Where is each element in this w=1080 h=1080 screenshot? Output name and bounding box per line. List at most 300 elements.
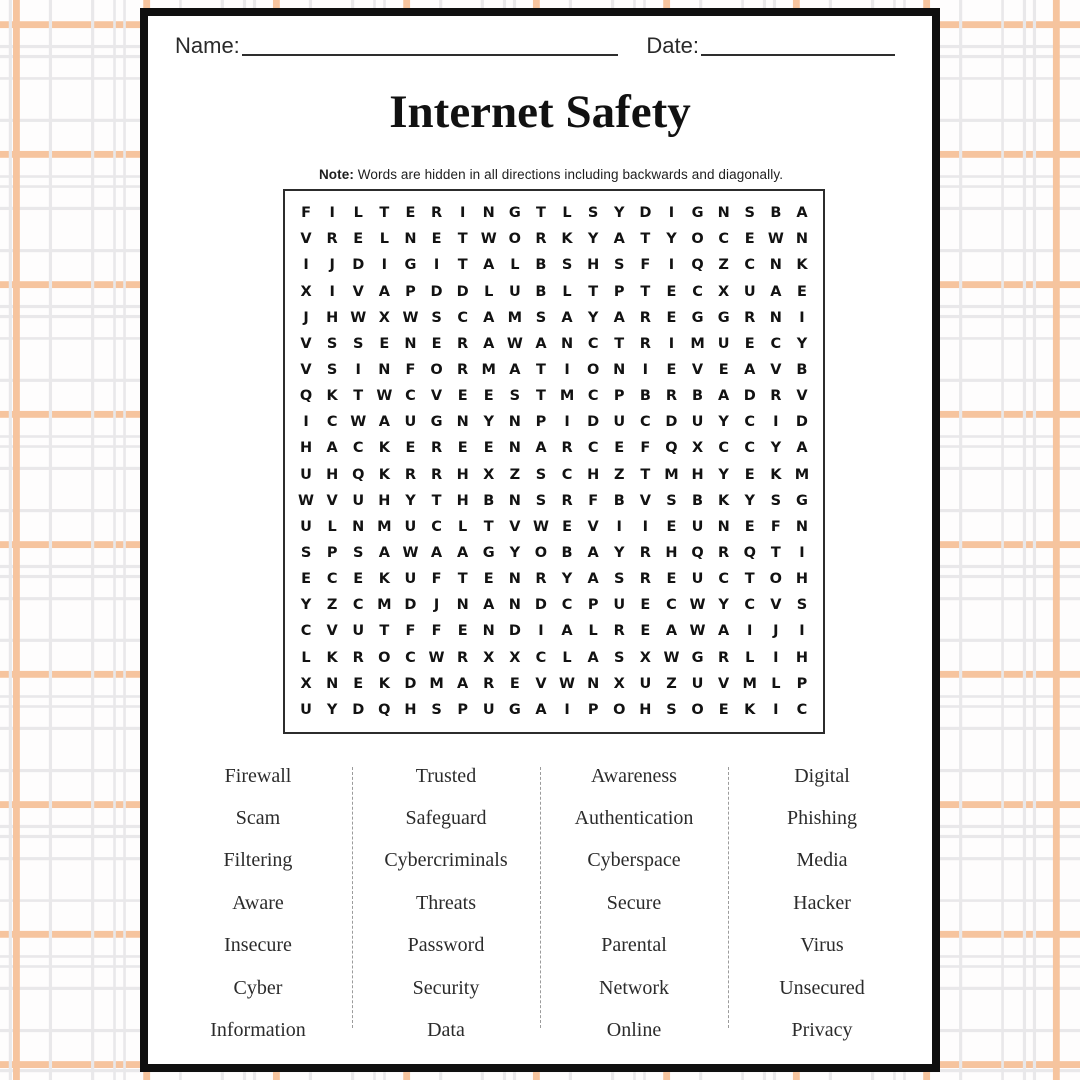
grid-letter: A [483,257,495,274]
grid-letter: Y [744,492,755,509]
grid-letter: O [769,571,782,588]
grid-letter: I [668,257,675,274]
grid-letter: T [770,545,781,562]
grid-letter: T [588,283,599,300]
grid-letter: X [613,675,625,692]
grid-letter: J [433,597,440,614]
grid-letter: N [795,518,809,535]
grid-letter: T [483,518,494,535]
grid-letter: A [378,283,390,300]
grid-letter: H [795,649,809,666]
grid-letter: X [718,283,730,300]
grid-letter: Y [718,466,729,483]
grid-letter: H [456,466,469,483]
grid-letter: J [329,257,335,274]
grid-letter: M [559,388,575,405]
grid-letter: R [430,205,443,222]
word-item: Secure [606,891,662,914]
grid-letter: W [298,492,315,509]
grid-letter: E [666,309,677,326]
grid-letter: A [770,283,782,300]
grid-letter: U [404,414,417,431]
grid-letter: G [508,205,521,222]
grid-letter: A [326,440,338,457]
grid-letter: K [718,492,730,509]
grid-letter: L [458,518,468,535]
grid-letter: M [794,466,810,483]
grid-letter: D [587,414,600,431]
grid-letter: Z [509,466,521,483]
grid-letter: G [430,414,443,431]
word-item: Authentication [574,807,694,830]
date-blank-field[interactable] [701,32,895,56]
grid-letter: I [799,623,805,640]
word-item: Parental [601,934,667,957]
word-item: Cyber [233,976,283,999]
grid-letter: K [378,466,390,483]
grid-letter: C [587,440,599,457]
grid-letter: R [430,440,443,457]
grid-letter: U [300,701,312,718]
header-row [175,32,895,59]
grid-letter: E [353,231,364,248]
grid-letter: O [378,649,391,666]
grid-letter: S [614,649,625,666]
grid-letter: A [378,545,390,562]
grid-letter: G [482,545,495,562]
grid-letter: I [564,361,570,378]
grid-letter: U [717,335,730,352]
grid-letter: B [613,492,625,509]
grid-letter: T [379,623,390,640]
grid-letter: Y [666,231,677,248]
grid-letter: Y [587,309,599,326]
word-item: Cybercriminals [384,849,508,872]
grid-letter: Y [770,440,782,457]
grid-letter: T [457,231,468,248]
grid-letter: N [508,597,521,614]
grid-letter: C [666,597,677,614]
grid-letter: H [665,545,678,562]
grid-letter: Y [796,335,808,352]
grid-letter: E [666,518,677,535]
grid-letter: P [613,388,625,405]
grid-letter: G [691,205,704,222]
grid-letter: W [506,335,523,352]
grid-letter: R [457,361,469,378]
grid-letter: X [378,309,390,326]
grid-letter: Y [587,231,599,248]
word-list-column [352,755,540,1052]
grid-letter: K [744,701,756,718]
grid-letter: X [639,649,651,666]
grid-letter: S [666,492,677,509]
grid-letter: D [795,414,808,431]
grid-letter: U [613,597,626,614]
grid-letter: H [404,701,417,718]
grid-letter: S [744,205,755,222]
grid-letter: O [691,231,704,248]
grid-letter: A [613,309,625,326]
word-item: Filtering [223,849,293,872]
grid-letter: W [350,309,367,326]
grid-letter: N [482,623,495,640]
grid-letter: V [718,675,730,692]
name-blank-field[interactable] [242,32,619,56]
grid-letter: S [300,545,312,562]
grid-letter: D [639,205,652,222]
grid-letter: U [404,518,417,535]
word-item: Media [796,849,848,872]
grid-letter: W [350,414,367,431]
grid-letter: U [691,518,704,535]
grid-letter: D [456,283,469,300]
grid-letter: U [404,571,417,588]
grid-letter: S [353,545,364,562]
note-text [148,167,932,182]
grid-letter: L [327,518,337,535]
grid-letter: L [484,283,494,300]
grid-letter: Y [718,597,729,614]
grid-letter: E [483,388,494,405]
grid-letter: G [717,309,730,326]
grid-letter: I [459,205,466,222]
grid-letter: A [665,623,678,640]
grid-letter: E [666,283,677,300]
grid-letter: M [481,361,496,378]
grid-letter: C [744,257,756,274]
word-item: Information [210,1019,306,1042]
grid-letter: F [405,623,416,640]
grid-letter: H [378,492,391,509]
grid-letter: A [587,545,599,562]
grid-letter: H [691,466,704,483]
grid-letter: B [796,361,808,378]
grid-letter: M [507,309,523,326]
grid-letter: A [535,440,547,457]
grid-letter: R [457,335,469,352]
grid-letter: N [587,675,600,692]
grid-letter: G [795,492,808,509]
grid-letter: W [559,675,576,692]
grid-letter: L [379,231,389,248]
grid-letter: C [561,597,573,614]
grid-letter: W [663,649,680,666]
grid-letter: Y [405,492,416,509]
grid-letter: I [799,309,805,326]
grid-letter: M [429,675,444,692]
grid-letter: E [457,440,468,457]
grid-letter: O [508,231,521,248]
grid-letter: E [379,335,390,352]
grid-letter: P [587,701,599,718]
grid-letter: O [613,701,626,718]
word-item: Trusted [415,764,477,787]
word-item: Safeguard [405,807,487,830]
grid-letter: S [535,466,547,483]
grid-letter: W [428,649,445,666]
grid-letter: V [300,361,312,378]
grid-letter: U [482,701,495,718]
grid-letter: V [326,623,338,640]
grid-letter: F [431,571,442,588]
grid-letter: S [614,257,625,274]
grid-letter: C [796,701,808,718]
grid-letter: R [744,309,756,326]
grid-letter: A [561,623,573,640]
grid-letter: C [405,649,416,666]
grid-letter: C [692,283,703,300]
grid-letter: X [300,675,312,692]
grid-letter: Z [718,257,729,274]
grid-letter: D [534,597,547,614]
grid-letter: C [718,231,729,248]
grid-letter: T [379,205,390,222]
grid-letter: T [535,361,546,378]
grid-letter: C [457,309,468,326]
grid-letter: H [587,257,600,274]
grid-letter: C [744,440,756,457]
grid-letter: R [665,388,678,405]
grid-letter: Y [613,545,625,562]
grid-letter: D [404,597,417,614]
grid-letter: N [613,361,626,378]
grid-letter: E [744,518,755,535]
grid-letter: I [303,257,309,274]
grid-letter: R [770,388,782,405]
grid-letter: U [300,518,312,535]
grid-letter: U [352,492,365,509]
name-label: Name: [175,33,240,58]
grid-letter: S [535,492,547,509]
grid-letter: P [587,597,599,614]
grid-letter: L [562,283,572,300]
column-divider [352,767,353,1028]
grid-letter: K [326,649,338,666]
grid-letter: B [692,492,704,509]
grid-letter: G [691,309,704,326]
grid-letter: K [326,388,338,405]
grid-letter: I [329,205,335,222]
grid-letter: R [404,466,417,483]
grid-letter: G [691,649,704,666]
grid-letter: W [376,388,393,405]
grid-letter: V [326,492,338,509]
grid-letter: S [666,701,677,718]
grid-letter: R [639,545,651,562]
grid-letter: A [796,440,808,457]
word-item: Unsecured [779,976,865,999]
grid-letter: T [457,571,468,588]
grid-letter: V [691,361,704,378]
grid-letter: B [639,388,651,405]
grid-letter: Y [613,205,625,222]
grid-letter: S [614,571,625,588]
grid-letter: A [718,388,730,405]
grid-letter: I [303,414,309,431]
word-item: Data [427,1019,465,1042]
grid-letter: O [430,361,443,378]
grid-letter: Y [326,701,338,718]
grid-letter: T [640,283,651,300]
grid-letter: Y [300,597,312,614]
grid-letter: C [300,623,312,640]
grid-letter: B [535,257,547,274]
grid-letter: A [535,335,547,352]
grid-letter: V [352,283,364,300]
grid-letter: C [587,335,599,352]
grid-letter: C [561,466,573,483]
grid-letter: K [770,466,782,483]
grid-letter: E [405,440,416,457]
grid-letter: K [378,675,390,692]
grid-letter: M [742,675,757,692]
grid-letter: M [377,597,392,614]
grid-letter: H [326,466,339,483]
grid-letter: Q [743,545,756,562]
grid-letter: B [535,283,547,300]
grid-letter: X [483,649,495,666]
grid-letter: I [799,545,805,562]
grid-letter: E [431,335,442,352]
grid-letter: E [640,623,651,640]
grid-letter: N [508,571,521,588]
grid-letter: S [561,257,573,274]
grid-letter: T [535,205,546,222]
grid-letter: S [326,335,338,352]
column-divider [728,767,729,1028]
grid-letter: I [564,414,570,431]
grid-letter: W [402,309,419,326]
grid-letter: W [689,597,706,614]
grid-letter: H [326,309,339,326]
grid-letter: R [457,649,469,666]
grid-letter: L [510,257,520,274]
grid-letter: Y [718,414,729,431]
grid-letter: R [639,309,651,326]
grid-letter: E [301,571,311,588]
grid-letter: N [508,492,521,509]
grid-letter: R [430,466,443,483]
grid-letter: C [405,388,416,405]
grid-letter: I [564,701,570,718]
word-item: Online [606,1019,662,1042]
word-item: Scam [235,807,281,830]
word-item: Phishing [786,807,858,830]
grid-letter: G [404,257,417,274]
grid-letter: T [353,388,364,405]
grid-letter: L [353,205,363,222]
grid-letter: N [352,518,365,535]
grid-letter: V [430,388,443,405]
grid-letter: A [587,649,599,666]
grid-letter: U [691,414,704,431]
grid-letter: E [744,335,755,352]
grid-letter: E [483,440,494,457]
grid-letter: A [613,231,625,248]
word-item: Password [407,934,485,957]
grid-letter: N [456,597,469,614]
grid-letter: A [509,361,521,378]
grid-letter: T [640,231,651,248]
grid-letter: L [562,649,572,666]
grid-letter: D [352,701,365,718]
grid-letter: C [535,649,547,666]
grid-letter: A [457,675,469,692]
grid-letter: A [430,545,443,562]
grid-letter: Z [613,466,625,483]
page-title: Internet Safety [389,86,691,138]
grid-letter: A [483,309,495,326]
grid-letter: B [561,545,573,562]
worksheet-page [140,8,940,1072]
wordsearch-grid [283,189,825,734]
grid-letter: B [483,492,495,509]
grid-letter: C [744,597,756,614]
grid-letter: A [457,545,469,562]
grid-letter: N [717,205,730,222]
grid-letter: E [718,361,729,378]
word-list-column [728,755,916,1052]
grid-letter: I [668,205,675,222]
grid-letter: U [691,675,704,692]
note-body: Words are hidden in all directions including backwards and diagonally. [353,167,784,182]
grid-letter: M [377,518,392,535]
grid-letter: D [508,623,521,640]
grid-letter: V [509,518,521,535]
grid-letter: F [640,440,651,457]
grid-letter: N [769,257,782,274]
grid-letter: E [744,466,755,483]
grid-letter: F [640,257,651,274]
grid-letter: U [508,283,521,300]
grid-letter: T [457,257,468,274]
grid-letter: J [303,309,309,326]
grid-letter: R [326,231,338,248]
word-item: Firewall [224,764,292,787]
word-item: Network [599,976,669,999]
word-item: Hacker [793,891,851,914]
grid-letter: C [352,597,364,614]
word-item: Awareness [591,764,677,787]
grid-letter: S [509,388,521,405]
grid-letter: F [405,361,416,378]
grid-letter: N [717,518,730,535]
grid-letter: H [639,701,652,718]
grid-letter: I [747,623,753,640]
word-list-column [540,755,728,1052]
word-list-column [164,755,352,1052]
grid-letter: E [457,623,468,640]
grid-letter: B [692,388,704,405]
word-item: Security [412,976,480,999]
grid-letter: T [640,466,651,483]
grid-letter: W [480,231,497,248]
grid-letter: F [770,518,781,535]
grid-letter: H [456,492,469,509]
grid-letter: Y [561,571,573,588]
grid-letter: C [352,440,364,457]
grid-letter: Z [326,597,338,614]
grid-letter: C [744,414,756,431]
grid-letter: S [796,597,808,614]
grid-letter: E [405,205,416,222]
grid-letter: N [404,231,417,248]
grid-letter: F [301,205,311,222]
grid-letter: E [562,518,572,535]
grid-letter: R [535,231,547,248]
grid-letter: A [718,623,730,640]
